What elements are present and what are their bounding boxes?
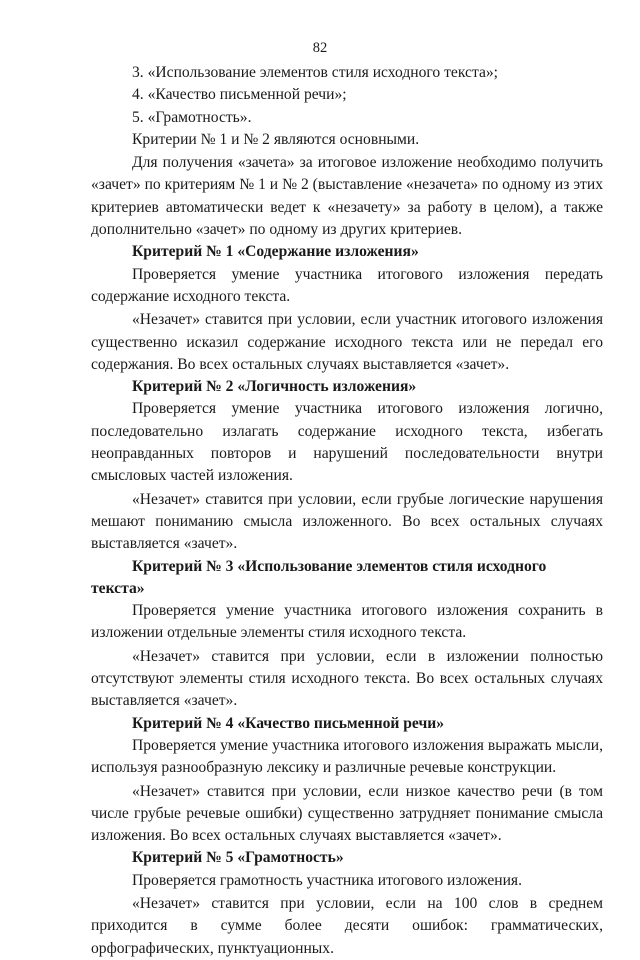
criterion-4-check: Проверяется умение участника итогового изложения выражать мысли, используя разнообразную лексику и различные речевые конструкции. bbox=[91, 736, 603, 777]
zachet-rule-paragraph: Для получения «зачета» за итоговое изложение необходимо получить «зачет» по критериям № 1 и № 2 (выставление «незачета» по одному из этих критериев автоматически ведет к «незачету» за работу в целом), а также дополнительно «зачет» по одному из других критериев. bbox=[91, 154, 603, 239]
list-item-3: 3. «Использование элементов стиля исходного текста»; bbox=[132, 64, 498, 81]
criterion-5-check: Проверяется грамотность участника итогового изложения. bbox=[132, 871, 523, 889]
criterion-1-check: Проверяется умение участника итогового изложения передать содержание исходного текста. bbox=[91, 265, 603, 305]
list-item-4: 4. «Качество письменной речи»; bbox=[132, 86, 347, 104]
criterion-4-fail: «Незачет» ставится при условии, если низкое качество речи (в том числе грубые речевые ошибки) существенно затрудняет понимание смысла изложения. Во всех остальных случаях выставляется «зачет». bbox=[91, 782, 603, 845]
criterion-2-fail: «Незачет» ставится при условии, если грубые логические нарушения мешают пониманию смысла изложенного. Во всех остальных случаях выставляется «зачет». bbox=[91, 490, 603, 553]
criterion-4-heading: Критерий № 4 «Качество письменной речи» bbox=[132, 714, 445, 732]
document-body bbox=[91, 62, 603, 960]
page-number: 82 bbox=[312, 40, 328, 56]
criterion-1-heading: Критерий № 1 «Содержание изложения» bbox=[132, 243, 419, 261]
main-criteria-note: Критерии № 1 и № 2 являются основными. bbox=[132, 130, 420, 148]
criterion-1-fail: «Незачет» ставится при условии, если участник итогового изложения существенно исказил содержание исходного текста или не передал его содержания. Во всех остальных случаях выставляется «зачет». bbox=[91, 311, 603, 373]
list-item-5: 5. «Грамотность». bbox=[132, 108, 252, 126]
criterion-5-fail: «Незачет» ставится при условии, если на 100 слов в среднем приходится в сумме более десяти ошибок: грамматических, орфографических, пунктуационных. bbox=[91, 894, 603, 957]
criterion-2-heading: Критерий № 2 «Логичность изложения» bbox=[132, 378, 417, 396]
criterion-3-check: Проверяется умение участника итогового изложения сохранить в изложении отдельные элементы стиля исходного текста. bbox=[91, 602, 603, 642]
criterion-5-heading: Критерий № 5 «Грамотность» bbox=[132, 849, 344, 867]
criterion-3-heading: Критерий № 3 «Использование элементов стиля исходного текста» bbox=[91, 557, 547, 597]
criterion-3-fail: «Незачет» ставится при условии, если в изложении полностью отсутствуют элементы стиля исходного текста. Во всех остальных случаях выставляется «зачет». bbox=[91, 647, 603, 710]
criterion-2-check: Проверяется умение участника итогового изложения логично, последовательно излагать содержание исходного текста, избегать неоправданных повторов и нарушений последовательности внутри смысловых частей изложения. bbox=[91, 400, 603, 485]
